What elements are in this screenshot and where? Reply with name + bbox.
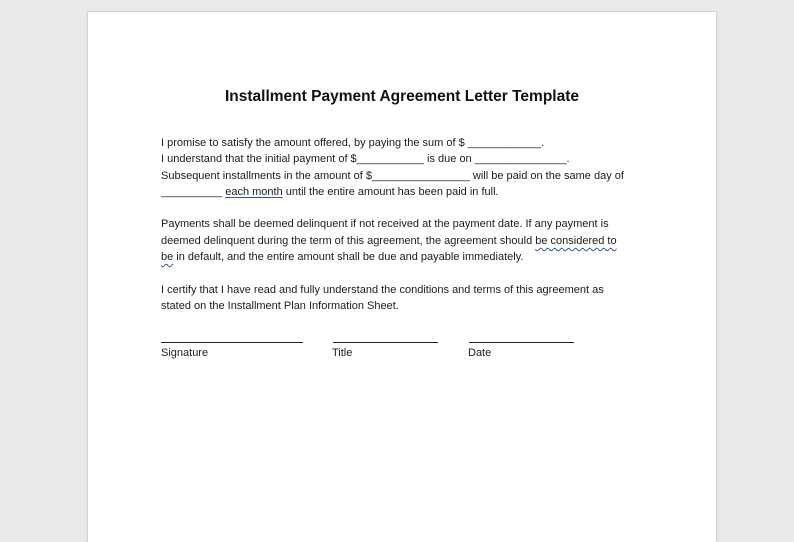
delinquency-line-2: [161, 233, 661, 249]
delinquency-line-3: [161, 249, 661, 265]
schedule-rest: until the entire amount has been paid in full.: [282, 185, 499, 198]
delinquency-line-3-rest: in default, and the entire amount shall be due and payable immediately.: [173, 251, 524, 264]
signature-field: [161, 342, 303, 359]
title-field: [332, 342, 438, 359]
date-line: [469, 342, 574, 343]
signature-line: [161, 342, 303, 343]
installment-schedule-line: [161, 184, 661, 200]
document-page: [88, 12, 716, 542]
document-title: Installment Payment Agreement Letter Template: [224, 88, 579, 105]
date-field: [468, 342, 574, 359]
document-body[interactable]: [161, 135, 661, 314]
payment-sum-line: I promise to satisfy the amount offered, by paying the sum of $ ____________.: [161, 137, 545, 149]
initial-payment-line: I understand that the initial payment of $___________ is due on _______________.: [161, 153, 570, 166]
each-month-text: each month: [225, 185, 283, 198]
signature-label: Signature: [161, 347, 209, 359]
schedule-blank: __________: [161, 185, 226, 198]
grammar-flag-be-considered[interactable]: be considered to: [535, 234, 617, 247]
grammar-flag-be[interactable]: be: [161, 251, 174, 264]
signature-block: [161, 342, 621, 382]
certification-line-1: I certify that I have read and fully understand the conditions and terms of this agreement as: [161, 283, 604, 296]
installment-amount-line: Subsequent installments in the amount of $________________ will be paid on the same day of: [161, 169, 624, 182]
title-label: Title: [332, 347, 353, 359]
certification-line-2: stated on the Installment Plan Information Sheet.: [161, 299, 399, 312]
date-label: Date: [468, 347, 492, 359]
delinquency-line-1: Payments shall be deemed delinquent if not received at the payment date. If any payment is: [161, 218, 609, 231]
title-line: [333, 342, 438, 343]
delinquency-line-2-start: deemed delinquent during the term of this agreement, the agreement should: [161, 234, 536, 247]
